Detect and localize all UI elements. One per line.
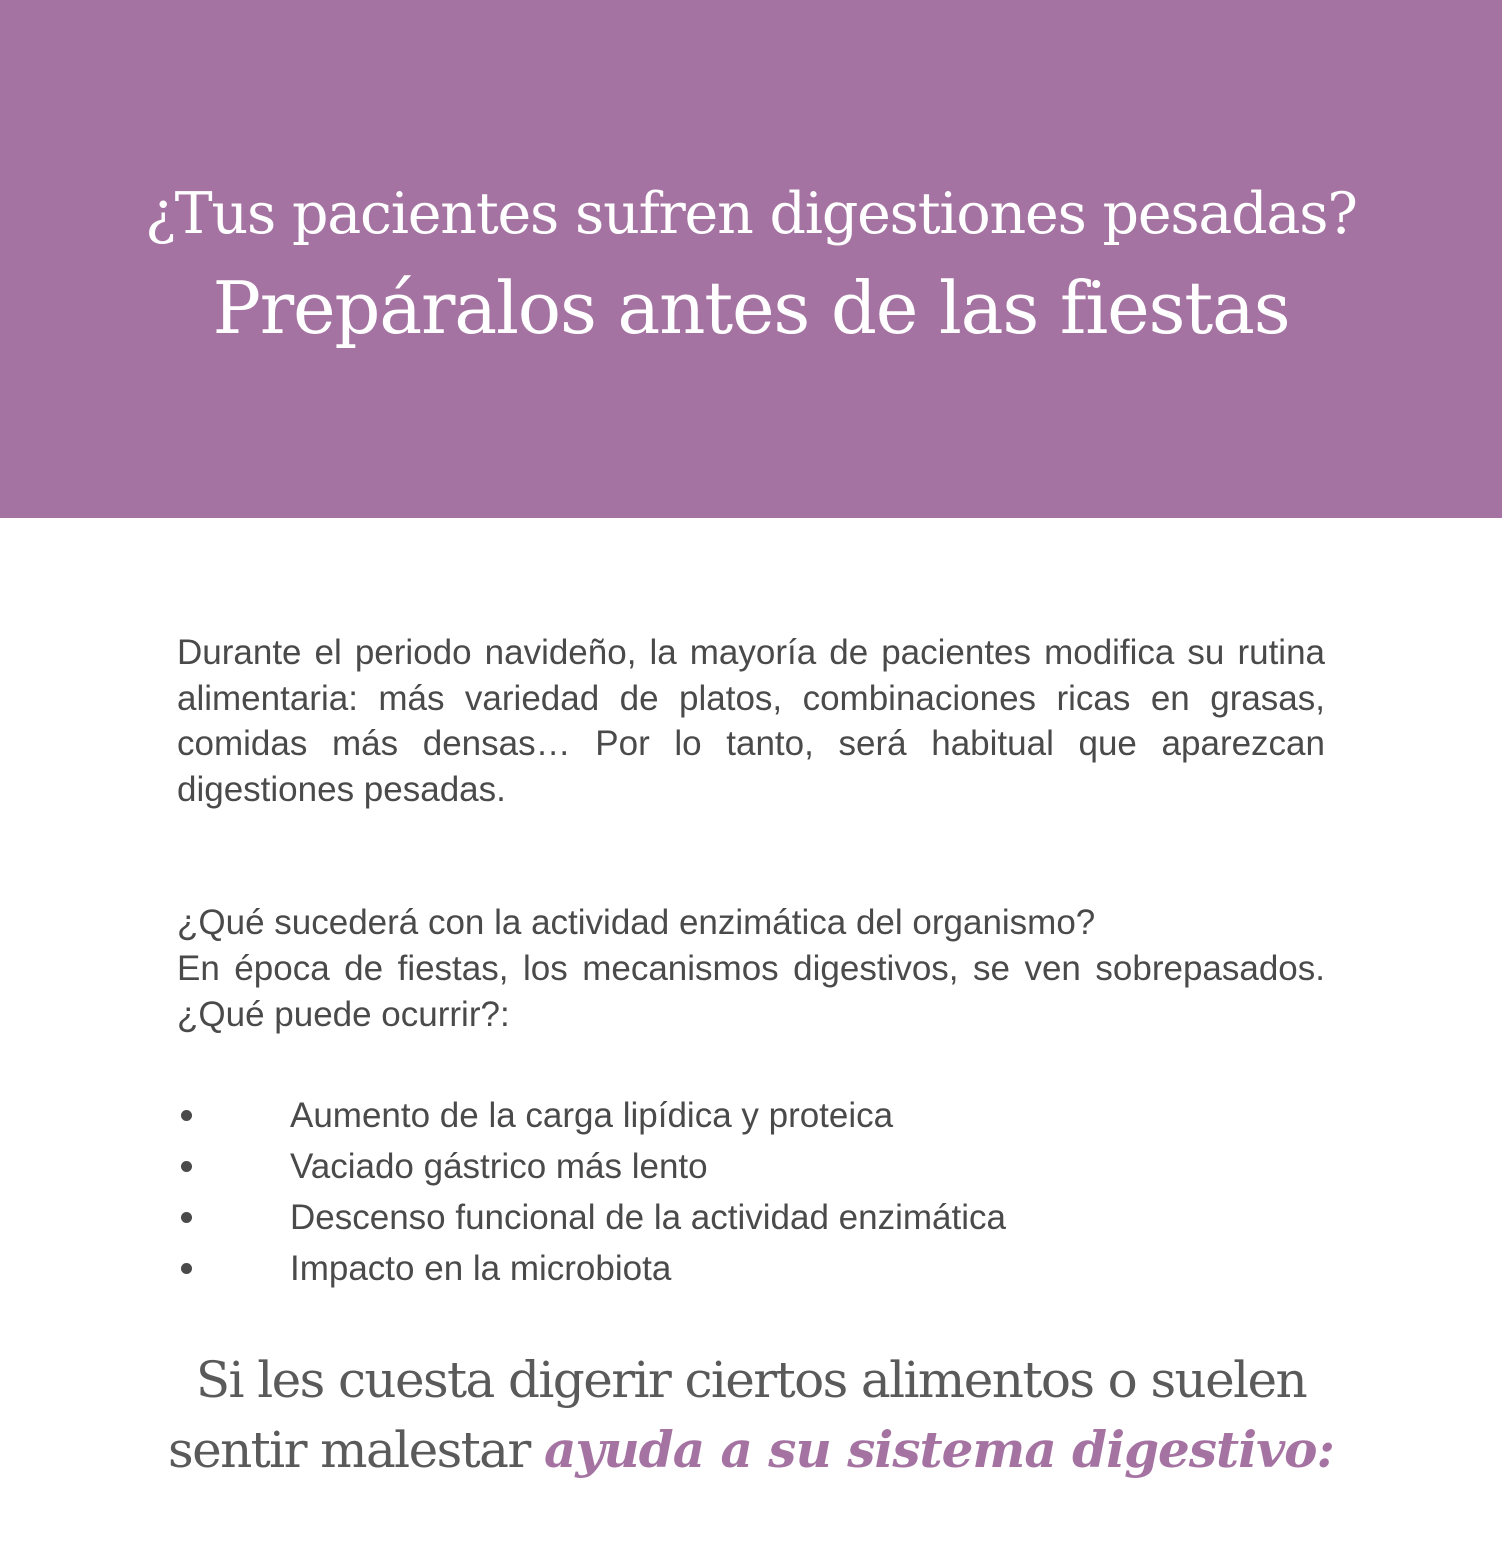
bullet-icon: [181, 1161, 192, 1172]
closing-statement: [0, 1345, 1502, 1485]
list-item-text: Aumento de la carga lipídica y proteica: [290, 1096, 894, 1135]
intro-paragraph: Durante el periodo navideño, la mayoría de pacientes modifica su rutina alimentaria: más variedad de platos, combinaciones ricas en grasas, comidas más densas… Por lo tanto, será habitual que aparezcan digestiones pesadas.: [177, 633, 1325, 809]
bullet-icon: [181, 1212, 192, 1223]
list-item-text: Impacto en la microbiota: [290, 1249, 672, 1288]
symptom-list: [177, 1090, 1325, 1294]
list-item: [177, 1141, 1325, 1192]
header-title: Prepáralos antes de las fiestas: [212, 266, 1290, 350]
bullet-icon: [181, 1263, 192, 1274]
list-item-text: Vaciado gástrico más lento: [290, 1147, 708, 1186]
section-paragraph: En época de fiestas, los mecanismos digestivos, se ven sobrepasados. ¿Qué puede ocurrir?:: [177, 949, 1325, 1034]
header-banner: [0, 0, 1502, 518]
list-item-text: Descenso funcional de la actividad enzimática: [290, 1198, 1006, 1237]
closing-highlight-text: ayuda a su sistema digestivo:: [543, 1420, 1334, 1479]
section-question: ¿Qué sucederá con la actividad enzimática del organismo?: [177, 903, 1096, 942]
list-item: [177, 1192, 1325, 1243]
list-item: [177, 1090, 1325, 1141]
header-question: ¿Tus pacientes sufren digestiones pesadas?: [145, 181, 1357, 247]
closing-line-1: Si les cuesta digerir ciertos alimentos o suelen: [195, 1351, 1307, 1409]
bullet-icon: [181, 1110, 192, 1121]
closing-line-2: [0, 1415, 1502, 1485]
list-item: [177, 1243, 1325, 1294]
closing-plain-text: sentir malestar: [168, 1421, 530, 1479]
